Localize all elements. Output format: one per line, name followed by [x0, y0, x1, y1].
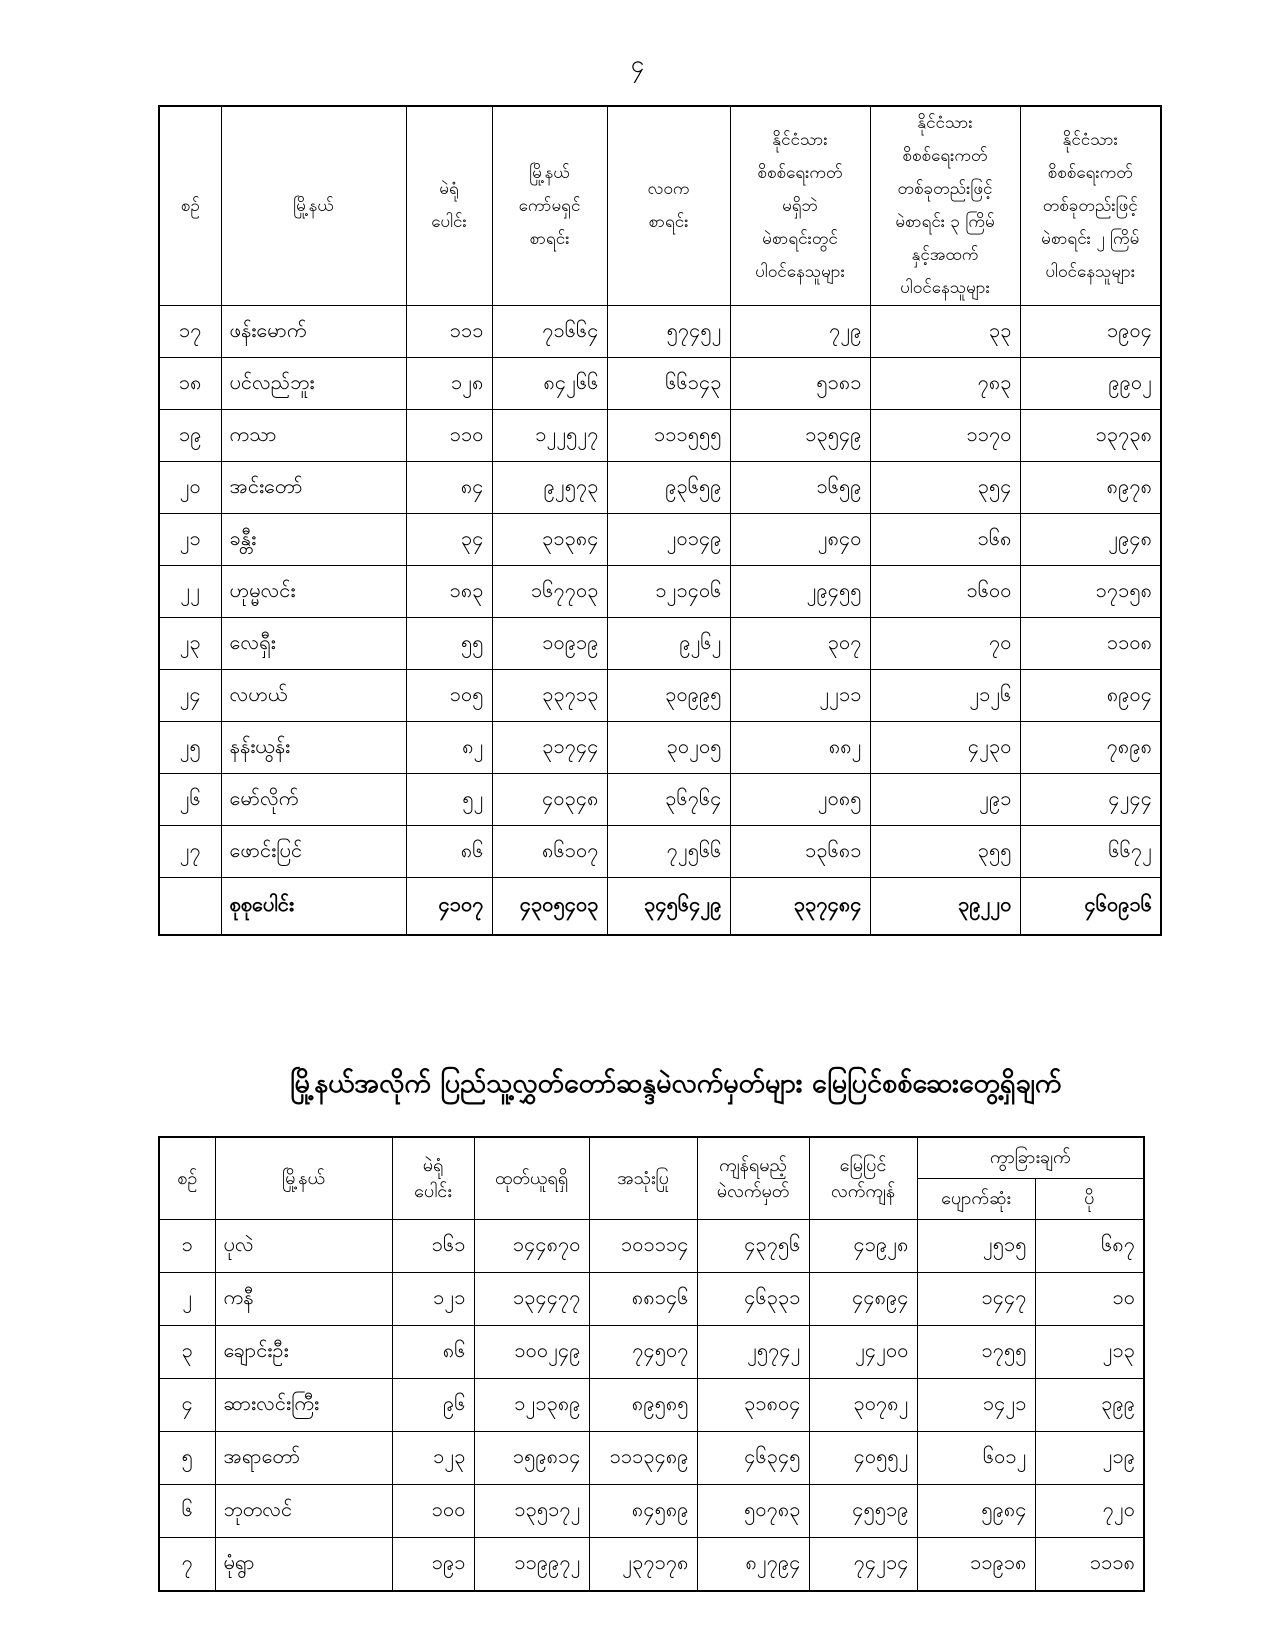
- table-cell: ၂၁၃: [1035, 1326, 1144, 1379]
- table-cell: ၂၃၇၁၇၈: [589, 1538, 697, 1592]
- table-cell: ၄၆၃၃၁: [697, 1273, 809, 1326]
- header-extra: ပို: [1035, 1179, 1144, 1220]
- table-cell: ၁၄၄၈၇၀: [474, 1220, 589, 1273]
- table-cell: မော်လိုက်: [221, 774, 406, 826]
- table-cell: ၁၂၃: [392, 1432, 474, 1485]
- table-cell: ၉၂၅၇၃: [492, 462, 607, 514]
- table-cell: ဆားလင်းကြီး: [215, 1379, 392, 1432]
- table-cell: ၉၆: [392, 1379, 474, 1432]
- table-cell: ခန္တီး: [221, 514, 406, 566]
- table-cell: ၂၀၈၅: [730, 774, 870, 826]
- table-cell: ၂၉၁: [870, 774, 1020, 826]
- table-cell: ၁၂၂၅၂၇: [492, 410, 607, 462]
- header-immigration-list: လဝက စာရင်း: [607, 106, 730, 306]
- header-expected-remaining: ကျန်ရမည့် မဲလက်မှတ်: [697, 1137, 809, 1220]
- table-cell: ၁၂၈: [406, 358, 492, 410]
- header-two-times: နိုင်ငံသား စိစစ်ရေးကတ် တစ်ခုတည်းဖြင့် မဲစာရင်း ၂ ကြိမ် ပါဝင်နေသူများ: [1020, 106, 1161, 306]
- table-cell: ကနီ: [215, 1273, 392, 1326]
- table-cell: ၆: [159, 1485, 215, 1538]
- table-cell: ၁၇၅၅: [917, 1326, 1035, 1379]
- table-row: [159, 1432, 1144, 1485]
- table-cell: ၃၁၈၀၄: [697, 1379, 809, 1432]
- table-cell: ၁၅၉၈၁၄: [474, 1432, 589, 1485]
- table-cell: ၄၅၅၁၉: [809, 1485, 917, 1538]
- table-cell: ၂၄: [159, 670, 221, 722]
- table-cell: ၁၁၀၈: [1020, 618, 1161, 670]
- table-cell: ၅၉၈၄: [917, 1485, 1035, 1538]
- table-cell: ၂၆: [159, 774, 221, 826]
- table-cell: ၅၅: [406, 618, 492, 670]
- table-cell: ၈၆: [392, 1326, 474, 1379]
- table-row: [159, 1538, 1144, 1592]
- table-cell: ၃၆၇၆၄: [607, 774, 730, 826]
- table-cell: ၂၁၂၆: [870, 670, 1020, 722]
- table-cell: ၇၂၅၆၆: [607, 826, 730, 878]
- table-cell: ဖောင်းပြင်: [221, 826, 406, 878]
- table-cell: ၁၈: [159, 358, 221, 410]
- table-cell: ၃၁၇၄၄: [492, 722, 607, 774]
- table-cell: ၈၉၇၈: [1020, 462, 1161, 514]
- table-cell: ၉၂၆၂: [607, 618, 730, 670]
- table-cell: ၁၆၀၀: [870, 566, 1020, 618]
- table-cell: ပုလဲ: [215, 1220, 392, 1273]
- table-cell: အင်းတော်: [221, 462, 406, 514]
- table-row: [159, 774, 1161, 826]
- table-row: [159, 670, 1161, 722]
- table-cell: ၂၂၁၁: [730, 670, 870, 722]
- header-polling-stations: မဲရုံ ပေါင်း: [406, 106, 492, 306]
- header-received: ထုတ်ယူရရှိ: [474, 1137, 589, 1220]
- table-cell: ၃: [159, 1326, 215, 1379]
- table-row: [159, 826, 1161, 878]
- table-cell: ၂၇: [159, 826, 221, 878]
- table-cell: ၂၉၄၅၅: [730, 566, 870, 618]
- table-cell: ၁၁၉၁၈: [917, 1538, 1035, 1592]
- table-cell: ၈၉၀၄: [1020, 670, 1161, 722]
- table-cell: ချောင်းဦး: [215, 1326, 392, 1379]
- table-cell: ၃၉၂၂၀: [870, 878, 1020, 936]
- table-cell: ၃၃၇၁၃: [492, 670, 607, 722]
- total-row: [159, 878, 1161, 936]
- table-cell: ၃၁၃၈၄: [492, 514, 607, 566]
- table-cell: ၁၄၄၇: [917, 1273, 1035, 1326]
- table-cell: ၃၃: [870, 306, 1020, 358]
- table-cell: ၂၂: [159, 566, 221, 618]
- table-row: [159, 618, 1161, 670]
- table-cell: ၂၀၁၄၉: [607, 514, 730, 566]
- header-serial: စဉ်: [159, 1137, 215, 1220]
- header-serial: စဉ်: [159, 106, 221, 306]
- header-lost: ပျောက်ဆုံး: [917, 1179, 1035, 1220]
- header-ground-remaining: မြေပြင် လက်ကျန်: [809, 1137, 917, 1220]
- table-cell: ၈၄၅၈၉: [589, 1485, 697, 1538]
- table-row: [159, 410, 1161, 462]
- table2-header-row: [159, 1137, 1144, 1179]
- table-cell: ၂၀: [159, 462, 221, 514]
- township-voter-list-table: [158, 105, 1162, 936]
- table-cell: ၄၀၅၅၂: [809, 1432, 917, 1485]
- table-cell: ၃၉၉: [1035, 1379, 1144, 1432]
- table-cell: ၇: [159, 1538, 215, 1592]
- table-cell: ၇၈၃: [870, 358, 1020, 410]
- table-cell: ၈၄၂၆၆: [492, 358, 607, 410]
- table-cell: ဖန်းမောက်: [221, 306, 406, 358]
- table-cell: ၃၄၅၆၄၂၉: [607, 878, 730, 936]
- table-cell: ၄၃၇၅၆: [697, 1220, 809, 1273]
- table-cell: ၁၁၁၅၅၅: [607, 410, 730, 462]
- table-cell: နန်းယွန်း: [221, 722, 406, 774]
- table-cell: ၁၀၉၁၉: [492, 618, 607, 670]
- table-cell: ၁၀၀: [392, 1485, 474, 1538]
- table-row: [159, 1326, 1144, 1379]
- table-row: [159, 358, 1161, 410]
- table-cell: ၄၀၃၄၈: [492, 774, 607, 826]
- table-cell: ၁၃၅၄၉: [730, 410, 870, 462]
- table-cell: ၁၁၁၈: [1035, 1538, 1144, 1592]
- table-cell: ၁၁၇၀: [870, 410, 1020, 462]
- table-cell: အရာတော်: [215, 1432, 392, 1485]
- table-cell: မုံရွာ: [215, 1538, 392, 1592]
- table-cell: ၇၂၉: [730, 306, 870, 358]
- table-row: [159, 1485, 1144, 1538]
- page-number: ၄: [630, 50, 645, 78]
- table-cell: ၂၄၂၀၀: [809, 1326, 917, 1379]
- table-cell: ၃၀၂၀၅: [607, 722, 730, 774]
- table-cell: လေရှီး: [221, 618, 406, 670]
- table-cell: ကသာ: [221, 410, 406, 462]
- table-cell: ဘုတလင်: [215, 1485, 392, 1538]
- table-cell: ၂၁၉: [1035, 1432, 1144, 1485]
- table-cell: [159, 878, 221, 936]
- table-cell: ၈၂၇၉၄: [697, 1538, 809, 1592]
- table-cell: ၆၈၇: [1035, 1220, 1144, 1273]
- header-township: မြို့နယ်: [215, 1137, 392, 1220]
- table-cell: ၈၆၁၀၇: [492, 826, 607, 878]
- header-township: မြို့နယ်: [221, 106, 406, 306]
- table-cell: ၁၀: [1035, 1273, 1144, 1326]
- table-cell: ၁၉၀၄: [1020, 306, 1161, 358]
- table-cell: ၁၄၂၁: [917, 1379, 1035, 1432]
- table-cell: ၅: [159, 1432, 215, 1485]
- table-row: [159, 306, 1161, 358]
- table-cell: ၁၂၁: [392, 1273, 474, 1326]
- table-cell: ၅၂: [406, 774, 492, 826]
- table-cell: ၄၄၈၉၄: [809, 1273, 917, 1326]
- table-row: [159, 462, 1161, 514]
- table-cell: ၉၃၆၅၉: [607, 462, 730, 514]
- header-used: အသုံးပြု: [589, 1137, 697, 1220]
- table-cell: ၃၀၇၈၂: [809, 1379, 917, 1432]
- table-cell: ၈၈၂: [730, 722, 870, 774]
- ballot-ground-check-table: [158, 1136, 1145, 1592]
- ground-check-heading: မြို့နယ်အလိုက် ပြည်သူ့လွှတ်တော်ဆန္ဒမဲလက်မှတ်များ မြေပြင်စစ်ဆေးတွေ့ရှိချက်: [290, 1068, 1062, 1099]
- table-cell: ၃၄: [406, 514, 492, 566]
- table-cell: ၁၃၄၄၇၇: [474, 1273, 589, 1326]
- table-cell: ၅၇၄၅၂: [607, 306, 730, 358]
- table-cell: ၁၁၉၉၇၂: [474, 1538, 589, 1592]
- table-cell: ၄၂၃၀: [870, 722, 1020, 774]
- table-cell: ၅၁၈၁: [730, 358, 870, 410]
- table-cell: ၃၅၄: [870, 462, 1020, 514]
- table-cell: ၄၂၄၄: [1020, 774, 1161, 826]
- table-cell: ၂၁: [159, 514, 221, 566]
- table-cell: ၂၈၄၀: [730, 514, 870, 566]
- table-cell: ၁၁၀: [406, 410, 492, 462]
- table-cell: ၁၀၀၂၄၉: [474, 1326, 589, 1379]
- table-cell: ၂၅၇၄၂: [697, 1326, 809, 1379]
- table-cell: ၁၇: [159, 306, 221, 358]
- table-cell: ၄၁၉၂၈: [809, 1220, 917, 1273]
- table-cell: ၁၂၁၃၈၉: [474, 1379, 589, 1432]
- table-cell: ၇၀: [870, 618, 1020, 670]
- table-cell: ၉၉၀၂: [1020, 358, 1161, 410]
- table-cell: ၈၂: [406, 722, 492, 774]
- table-cell: ၁၃၇၃၈: [1020, 410, 1161, 462]
- table-row: [159, 1273, 1144, 1326]
- table-cell: ၁၉၁: [392, 1538, 474, 1592]
- header-no-id-card: နိုင်ငံသား စိစစ်ရေးကတ် မရှိဘဲ မဲစာရင်းတွင် ပါဝင်နေသူများ: [730, 106, 870, 306]
- table-cell: ၃၅၅: [870, 826, 1020, 878]
- table-cell: ၁၆၈: [870, 514, 1020, 566]
- table-row: [159, 566, 1161, 618]
- header-commission-list: မြို့နယ် ကော်မရှင် စာရင်း: [492, 106, 607, 306]
- table-cell: ၈၄: [406, 462, 492, 514]
- table1-header-row: [159, 106, 1161, 306]
- table-cell: ၁၀၁၁၁၄: [589, 1220, 697, 1273]
- table-cell: ၂၃: [159, 618, 221, 670]
- table-cell: ၈၉၅၈၅: [589, 1379, 697, 1432]
- table-cell: ၄၆၀၉၁၆: [1020, 878, 1161, 936]
- table-cell: ၂: [159, 1273, 215, 1326]
- table-cell: ၄၁၀၇: [406, 878, 492, 936]
- table-cell: ၂၉၄၈: [1020, 514, 1161, 566]
- table-cell: ၁၉: [159, 410, 221, 462]
- table-cell: ၃၀၇: [730, 618, 870, 670]
- table-cell: ၁၁၁၃၄၈၉: [589, 1432, 697, 1485]
- table-cell: ၈၆: [406, 826, 492, 878]
- table-cell: ၂၅: [159, 722, 221, 774]
- table-row: [159, 1379, 1144, 1432]
- table-cell: ၇၁၆၆၄: [492, 306, 607, 358]
- table-cell: ၄: [159, 1379, 215, 1432]
- table-cell: ၄၆၃၄၅: [697, 1432, 809, 1485]
- table-row: [159, 1220, 1144, 1273]
- table-cell: ၁၃၆၈၁: [730, 826, 870, 878]
- table-cell: စုစုပေါင်း: [221, 878, 406, 936]
- table-cell: ၁၆၅၉: [730, 462, 870, 514]
- table-cell: ၁: [159, 1220, 215, 1273]
- table-cell: ၇၈၉၈: [1020, 722, 1161, 774]
- table-cell: ၆၆၁၄၃: [607, 358, 730, 410]
- table-cell: ၂၅၁၅: [917, 1220, 1035, 1273]
- table-cell: ၄၃၀၅၄၀၃: [492, 878, 607, 936]
- table-cell: ၆၆၇၂: [1020, 826, 1161, 878]
- table-cell: ၃၃၇၄၈၄: [730, 878, 870, 936]
- table-cell: ၇၄၂၁၄: [809, 1538, 917, 1592]
- table-cell: ၁၇၁၅၈: [1020, 566, 1161, 618]
- table-row: [159, 722, 1161, 774]
- table-cell: ၅၀၇၈၃: [697, 1485, 809, 1538]
- header-polling-stations: မဲရုံ ပေါင်း: [392, 1137, 474, 1220]
- table-cell: လဟယ်: [221, 670, 406, 722]
- table-cell: ၇၄၅၀၇: [589, 1326, 697, 1379]
- table-cell: ၁၆၁: [392, 1220, 474, 1273]
- table-cell: ၁၃၅၁၇၂: [474, 1485, 589, 1538]
- table-cell: ၁၀၅: [406, 670, 492, 722]
- table-cell: ၁၆၇၇၀၃: [492, 566, 607, 618]
- table-cell: ၁၂၁၄၀၆: [607, 566, 730, 618]
- table-cell: ၁၈၃: [406, 566, 492, 618]
- table-cell: ၃၀၉၉၅: [607, 670, 730, 722]
- table-cell: ၈၈၁၄၆: [589, 1273, 697, 1326]
- table-cell: ၁၁၁: [406, 306, 492, 358]
- header-difference: ကွာခြားချက်: [917, 1137, 1144, 1179]
- table-cell: ၇၂၀: [1035, 1485, 1144, 1538]
- table-row: [159, 514, 1161, 566]
- table-cell: ဟုမ္မလင်း: [221, 566, 406, 618]
- table-cell: ပင်လည်ဘူး: [221, 358, 406, 410]
- header-three-plus-times: နိုင်ငံသား စိစစ်ရေးကတ် တစ်ခုတည်းဖြင့် မဲစာရင်း ၃ ကြိမ် နှင့်အထက် ပါဝင်နေသူများ: [870, 106, 1020, 306]
- table-cell: ၆၀၁၂: [917, 1432, 1035, 1485]
